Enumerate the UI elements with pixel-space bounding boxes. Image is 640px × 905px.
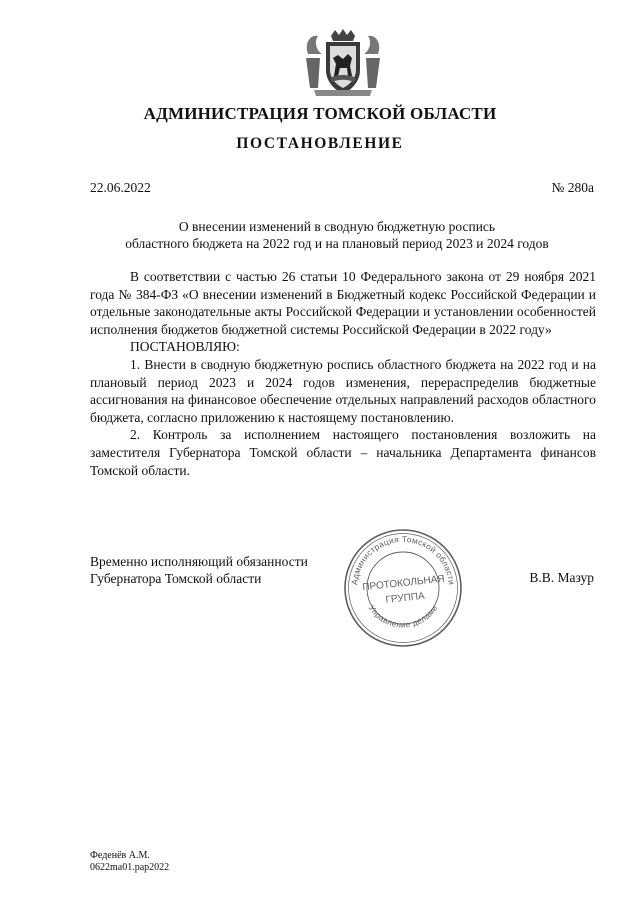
coat-of-arms-icon [300,28,386,98]
footer-info [90,850,169,874]
stamp-ring-top-text: Администрация Томской области [349,533,457,586]
clause-1-paragraph: 1. Внести в сводную бюджетную роспись областного бюджета на 2022 год и на плановый период 2023 и 2024 годов изменения, перераспределив бюджетные ассигнования на финансовое обеспечение отдельных направлений расходов областного бюджета, согласно приложению к настоящему постановлению. [90,356,596,425]
subject-line: О внесении изменений в сводную бюджетную роспись [178,219,496,234]
organization-title: АДМИНИСТРАЦИЯ ТОМСКОЙ ОБЛАСТИ [143,104,497,123]
clause-2-paragraph: 2. Контроль за исполнением настоящего постановления возложить на заместителя Губернатора Томской области – начальника Департамента финансов Томской области. [90,427,596,478]
preamble-paragraph: В соответствии с частью 26 статьи 10 Федерального закона от 29 ноября 2021 года № 384-ФЗ «О внесении изменений в Бюджетный кодекс Российской Федерации и отдельные законодательные акты Российской Федерации и установлении особенностей исполнения бюджетов бюджетной системы Российской Федерации в 2022 году» [90,269,596,337]
document-body [90,268,596,479]
signatory-position [90,553,308,587]
document-number: № 280а [551,180,594,195]
document-subject [60,218,614,252]
signatory-position-line: Губернатора Томской области [90,571,262,586]
footer-file-code: 0622ma01.рар2022 [90,862,170,873]
signatory-name: В.В. Мазур [529,570,594,585]
subject-line: областного бюджета на 2022 год и на плановый период 2023 и 2024 годов [125,236,549,251]
document-date: 22.06.2022 [90,180,151,195]
signatory-position-line: Временно исполняющий обязанности [90,554,308,569]
document-type-heading: ПОСТАНОВЛЕНИЕ [236,135,404,152]
footer-author: Феденёв А.М. [90,850,150,861]
stamp-ring-bottom-text: Управление делами [366,603,440,630]
official-stamp [341,526,465,650]
stamp-center-line-2: ГРУППА [384,590,426,606]
stamp-center-line-1: ПРОТОКОЛЬНАЯ [361,573,446,594]
resolution-word: ПОСТАНОВЛЯЮ: [130,339,240,355]
